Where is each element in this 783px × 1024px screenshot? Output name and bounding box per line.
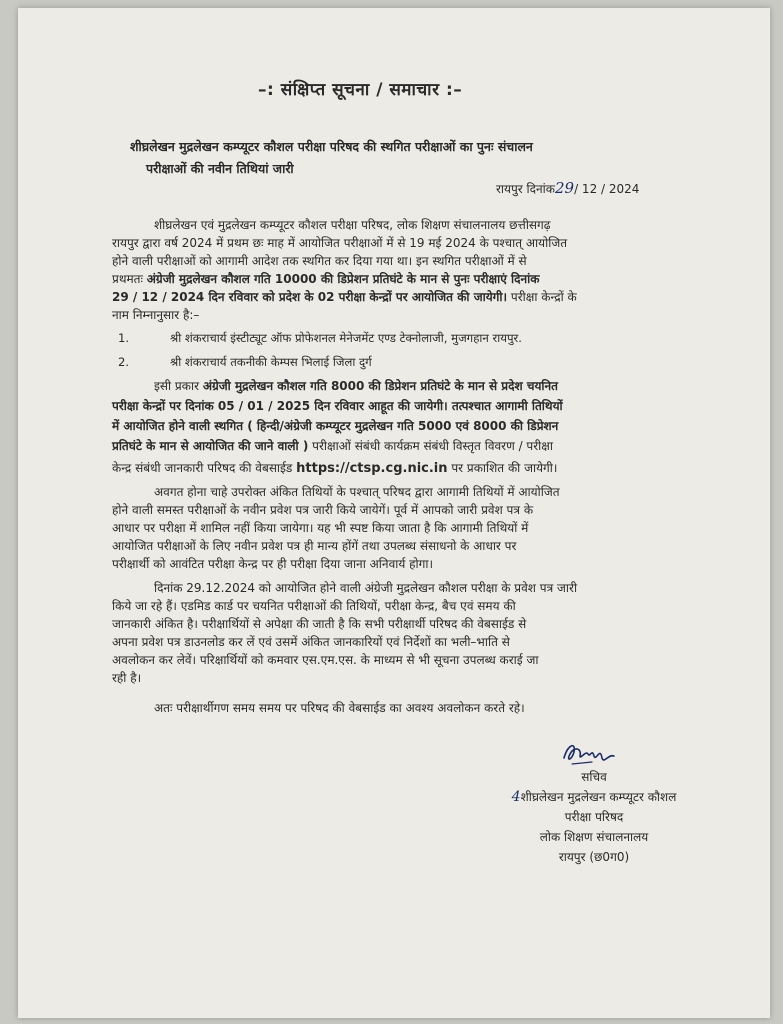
para3-line-5: परीक्षार्थी को आवंटित परीक्षा केन्द्र पर ही परीक्षा दिया जाना अनिवार्य होगा। — [112, 557, 434, 571]
signatory-line-4: रायपुर (छ0ग0) — [558, 850, 630, 864]
para1-line-4-pre: प्रथमतः — [112, 272, 147, 286]
para2-line-4-post: परीक्षाओं संबंधी कार्यक्रम संबंधी विस्तृत विवरण / परीक्षा — [308, 439, 553, 453]
para2-line-2 — [112, 398, 563, 415]
notice-page — [18, 8, 770, 1018]
date-rest: / 12 / 2024 — [574, 182, 640, 196]
para2-line-4-bold: प्रतिघंटे के मान से आयोजित की जाने वाली ) — [112, 439, 309, 453]
website-link[interactable]: https://ctsp.cg.nic.in — [296, 461, 448, 476]
para2-line-1-bold: अंग्रेजी मुद्रलेखन कौशल गति 8000 की डिप्रेशन प्रतिघंटे के मान से प्रदेश चयनित — [202, 379, 559, 393]
para2-line-1 — [154, 378, 558, 395]
para4-line-2: किये जा रहे हैं। एडमिड कार्ड पर चयनित परीक्षाओं की तिथियों, परीक्षा केन्द्र, बैच एवं समय की — [112, 599, 516, 613]
date-prefix: रायपुर दिनांक — [496, 182, 555, 196]
date-line — [496, 180, 639, 198]
para1-line-1: शीघ्रलेखन एवं मुद्रलेखन कम्प्यूटर कौशल परीक्षा परिषद, लोक शिक्षण संचालनालय छत्तीसगढ़ — [154, 218, 551, 232]
center-item-2-text: श्री शंकराचार्य तकनीकी केम्पस भिलाई जिला दुर्ग — [170, 355, 372, 369]
para4-line-1: दिनांक 29.12.2024 को आयोजित होने वाली अंग्रेजी मुद्रलेखन कौशल परीक्षा के प्रवेश पत्र जारी — [154, 581, 578, 595]
para1-line-3: होने वाली परीक्षाओं को आगामी आदेश तक स्थगित कर दिया गया था। इन स्थगित परीक्षाओं में से — [112, 254, 527, 268]
para4-line-5: अवलोकन कर लेवें। परिक्षार्थियों को कमवार एस.एम.एस. के माध्यम से भी सूचना उपलब्ध कराई जा — [112, 653, 539, 667]
para4-line-3: जानकारी अंकित है। परीक्षार्थियों से अपेक्षा की जाती है कि सभी परीक्षार्थी परिषद की वेबसाईड से — [112, 617, 527, 631]
para4-line-4: अपना प्रवेश पत्र डाउनलोड कर लें एवं उसमें अंकित जानकारियों एवं निर्देशों का भली–भाति से — [112, 635, 510, 649]
signatory-line-3: लोक शिक्षण संचालनालय — [539, 830, 649, 844]
para3-line-3: आधार पर परीक्षा में शामिल नहीं किया जायेगा। यह भी स्पष्ट किया जाता है कि आगामी तिथियों में — [112, 521, 529, 535]
para2-line-2-bold: परीक्षा केन्द्रों पर दिनांक 05 / 01 / 2025 दिन रविवार आहूत की जायेगी। तत्पश्चात आगामी तिथियों — [112, 399, 563, 413]
para2-line-3-bold: में आयोजित होने वाली स्थगित ( हिन्दी/अंग्रेजी कम्प्यूटर मुद्रलेखन गति 5000 एवं 8000 की डिप्रेशन — [112, 419, 559, 433]
date-day-handwritten: 29 — [554, 179, 575, 197]
para1-line-5 — [112, 289, 577, 306]
signatory-line-1 — [464, 788, 724, 805]
para1-line-5-bold: 29 / 12 / 2024 दिन रविवार को प्रदेश के 02 परीक्षा केन्द्रों पर आयोजित की जायेगी। — [112, 290, 508, 304]
notice-heading: –: संक्षिप्त सूचना / समाचार :– — [258, 80, 463, 100]
para4-line-6: रही है। — [112, 671, 142, 685]
para1-line-2: रायपुर द्वारा वर्ष 2024 में प्रथम छः माह में आयोजित परीक्षाओं में से 19 मई 2024 के पश्चात् आयोजित — [112, 236, 568, 250]
para3-line-1: अवगत होना चाहे उपरोक्त अंकित तिथियों के पश्चात् परिषद द्वारा आगामी तिथियों में आयोजित — [154, 485, 560, 499]
center-item-2-num: 2. — [118, 355, 130, 369]
para1-line-5-post: परीक्षा केन्द्रों के — [507, 290, 577, 304]
para2-line-1-pre: इसी प्रकार — [154, 379, 203, 393]
para2-line-4 — [112, 438, 553, 455]
para1-line-4 — [112, 271, 540, 288]
handwritten-mark: 4 — [511, 789, 521, 805]
signature-scribble — [558, 736, 618, 770]
para2-line-5-post: पर प्रकाशित की जायेगी। — [447, 461, 558, 475]
para1-line-4-bold: अंग्रेजी मुद्रलेखन कौशल गति 10000 की डिप्रेशन प्रतिघंटे के मान से पुनः परीक्षाएं दिनांक — [146, 272, 540, 286]
para2-line-3 — [112, 418, 558, 435]
center-item-1-num: 1. — [118, 331, 130, 345]
center-item-1 — [118, 330, 522, 347]
signatory-title: सचिव — [581, 770, 607, 784]
subject-line-2: परीक्षाओं की नवीन तिथियां जारी — [146, 161, 294, 176]
para3-line-2: होने वाली समस्त परीक्षाओं के नवीन प्रवेश पत्र जारी किये जायेगें। पूर्व में आपको जारी प्रवेश पत्र के — [112, 503, 534, 517]
para1-line-6: नाम निम्नानुसार है:– — [112, 308, 200, 322]
para2-line-5-pre: केन्द्र संबंधी जानकारी परिषद की वेबसाईड — [112, 461, 297, 475]
center-item-2 — [118, 354, 372, 371]
para2-line-5 — [112, 460, 557, 477]
subject-line-1: शीघ्रलेखन मुद्रलेखन कम्प्यूटर कौशल परीक्षा परिषद की स्थगित परीक्षाओं का पुनः संचालन — [130, 139, 533, 154]
signatory-line-2: परीक्षा परिषद — [564, 810, 624, 824]
signatory-line-1-text: शीघ्रलेखन मुद्रलेखन कम्प्यूटर कौशल — [520, 790, 677, 804]
center-item-1-text: श्री शंकराचार्य इंस्टीट्यूट ऑफ प्रोफेशनल मेनेजमेंट एण्ड टेक्नोलाजी, मुजगहान रायपुर. — [170, 331, 522, 345]
para3-line-4: आयोजित परीक्षाओं के लिए नवीन प्रवेश पत्र ही मान्य होंगें तथा उपलब्ध संसाधनो के आधार पर — [112, 539, 517, 553]
para5-line: अतः परीक्षार्थीगण समय समय पर परिषद की वेबसाईड का अवश्य अवलोकन करते रहे। — [154, 701, 525, 715]
